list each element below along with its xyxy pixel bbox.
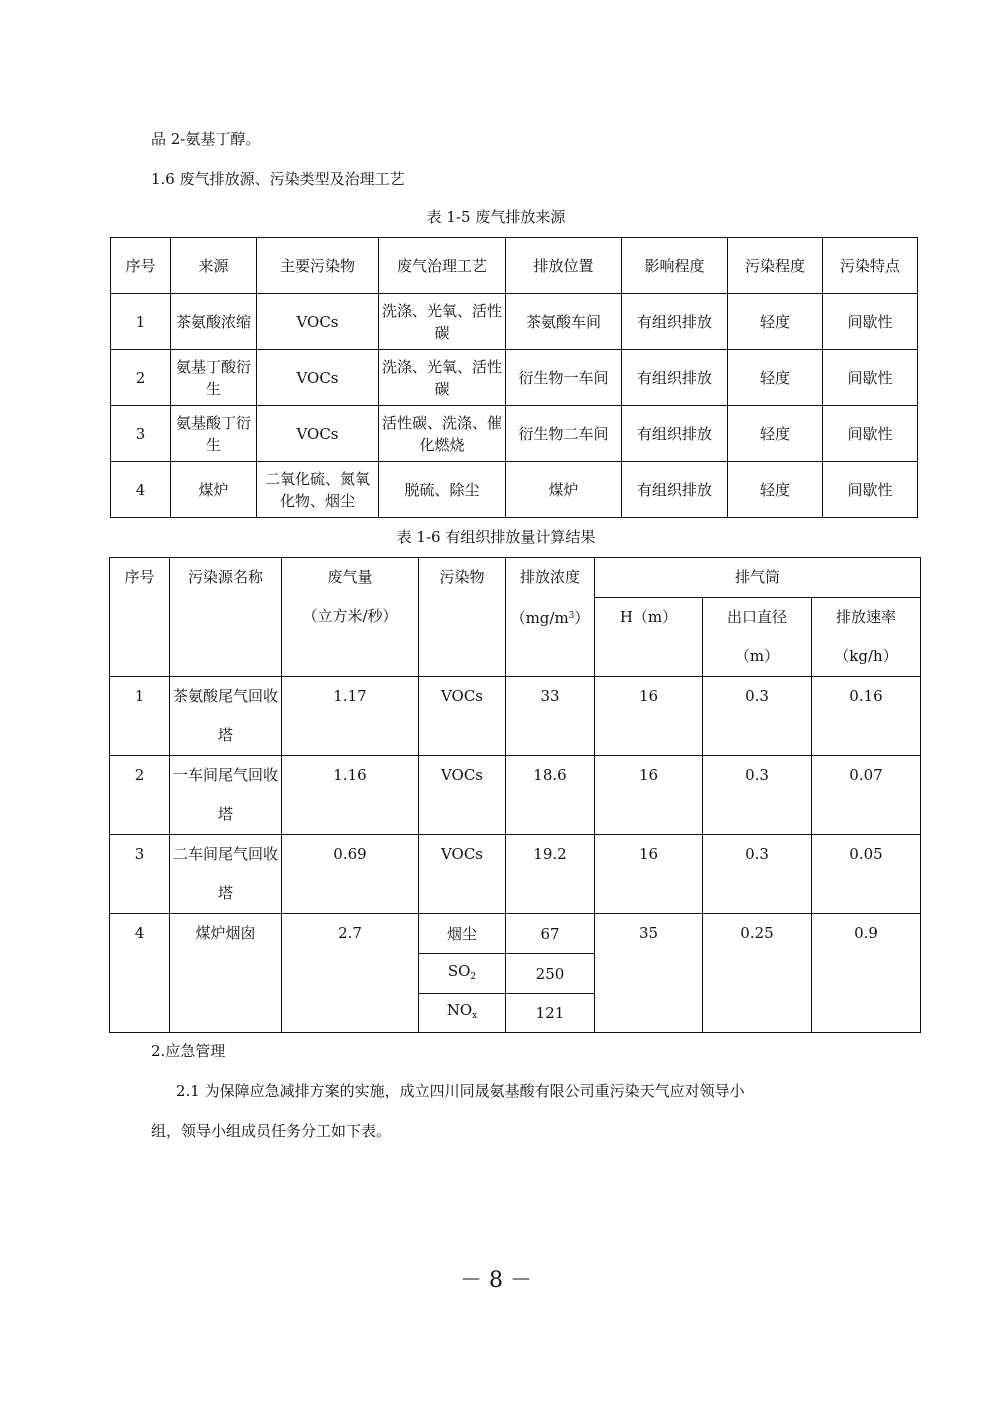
cell-feature: 间歇性	[823, 350, 918, 406]
header-diam-unit: （m）	[734, 647, 780, 665]
table-row	[110, 756, 921, 835]
table-header-row	[111, 238, 918, 294]
so2-main: SO	[447, 961, 471, 980]
cell-height: 16	[595, 756, 703, 835]
cell-seq: 3	[111, 406, 171, 462]
cell-conc: 121	[506, 994, 595, 1033]
cell-process: 洗涤、光氧、活性碳	[379, 294, 506, 350]
cell-seq: 2	[110, 756, 170, 835]
cell-degree: 轻度	[728, 406, 823, 462]
cell-impact: 有组织排放	[622, 294, 728, 350]
header-cell: 污染特点	[823, 238, 918, 294]
table-1-6-caption: 表 1-6 有组织排放量计算结果	[396, 528, 596, 546]
cell-source: 煤炉	[171, 462, 257, 518]
cell-pollutant: VOCs	[419, 835, 506, 914]
section-heading-1-6: 1.6 废气排放源、污染类型及治理工艺	[151, 170, 405, 188]
cell-pollutant: 二氧化硫、氮氧化物、烟尘	[257, 462, 379, 518]
cell-diameter: 0.3	[703, 756, 812, 835]
cell-height: 16	[595, 677, 703, 756]
paragraph-2-1-line1: 2.1 为保障应急减排方案的实施，成立四川同晟氨基酸有限公司重污染天气应对领导小	[176, 1082, 745, 1100]
header-gas-label: 废气量	[327, 568, 373, 586]
header-seq: 序号	[110, 558, 170, 677]
table-1-5-caption: 表 1-5 废气排放来源	[426, 208, 566, 226]
cell-conc: 18.6	[506, 756, 595, 835]
cell-height: 16	[595, 835, 703, 914]
cell-source-name: 煤炉烟囱	[170, 914, 282, 1033]
cell-process: 脱硫、除尘	[379, 462, 506, 518]
conc-unit-close: ）	[574, 609, 590, 627]
cell-conc: 19.2	[506, 835, 595, 914]
cell-degree: 轻度	[728, 350, 823, 406]
cell-pollutant: VOCs	[257, 294, 379, 350]
cell-feature: 间歇性	[823, 462, 918, 518]
header-diam-label: 出口直径	[726, 608, 787, 626]
paragraph-2-1-line2: 组，领导小组成员任务分工如下表。	[151, 1122, 392, 1140]
cell-diameter: 0.3	[703, 677, 812, 756]
so2-sub: 2	[470, 971, 477, 982]
cell-rate: 0.9	[812, 914, 921, 1033]
cell-rate: 0.05	[812, 835, 921, 914]
table-1-5	[110, 237, 918, 518]
header-pollutant: 污染物	[419, 558, 506, 677]
cell-seq: 1	[111, 294, 171, 350]
cell-degree: 轻度	[728, 294, 823, 350]
header-height: H（m）	[595, 598, 703, 677]
section-heading-2: 2.应急管理	[151, 1042, 226, 1060]
cell-gas: 0.69	[282, 835, 419, 914]
header-cell: 污染程度	[728, 238, 823, 294]
header-cell: 来源	[171, 238, 257, 294]
cell-process: 活性碳、洗涤、催化燃烧	[379, 406, 506, 462]
cell-conc: 33	[506, 677, 595, 756]
cell-diameter: 0.3	[703, 835, 812, 914]
cell-degree: 轻度	[728, 462, 823, 518]
cell-source-name: 二车间尾气回收塔	[170, 835, 282, 914]
cell-pollutant: VOCs	[419, 677, 506, 756]
cell-feature: 间歇性	[823, 406, 918, 462]
header-rate-label: 排放速率	[835, 608, 896, 626]
header-gas-volume	[282, 558, 419, 677]
cell-impact: 有组织排放	[622, 462, 728, 518]
cell-seq: 3	[110, 835, 170, 914]
conc-unit-text: （mg/m	[510, 609, 569, 627]
cell-pollutant-so2	[419, 954, 506, 994]
cell-location: 衍生物一车间	[506, 350, 622, 406]
header-source-name: 污染源名称	[170, 558, 282, 677]
cell-height: 35	[595, 914, 703, 1033]
cell-source-name: 一车间尾气回收塔	[170, 756, 282, 835]
cell-impact: 有组织排放	[622, 350, 728, 406]
cell-source: 氨基丁酸衍生	[171, 350, 257, 406]
cell-gas: 2.7	[282, 914, 419, 1033]
header-cell: 影响程度	[622, 238, 728, 294]
cell-pollutant: VOCs	[419, 756, 506, 835]
header-rate-unit: （kg/h）	[834, 647, 898, 665]
cell-gas: 1.17	[282, 677, 419, 756]
cell-conc: 67	[506, 914, 595, 954]
header-diameter	[703, 598, 812, 677]
page-number: － 8 －	[460, 1268, 532, 1293]
header-gas-unit: （立方米/秒）	[302, 607, 398, 625]
cell-feature: 间歇性	[823, 294, 918, 350]
header-rate	[812, 598, 921, 677]
header-conc-label: 排放浓度	[519, 568, 580, 586]
header-conc-unit	[511, 609, 590, 627]
header-cell: 序号	[111, 238, 171, 294]
intro-tail: 品 2-氨基丁醇。	[151, 130, 261, 148]
cell-impact: 有组织排放	[622, 406, 728, 462]
cell-rate: 0.16	[812, 677, 921, 756]
header-cell: 排放位置	[506, 238, 622, 294]
cell-process: 洗涤、光氧、活性碳	[379, 350, 506, 406]
cell-seq: 2	[111, 350, 171, 406]
cell-conc: 250	[506, 954, 595, 994]
table-1-6	[109, 557, 921, 1033]
cell-gas: 1.16	[282, 756, 419, 835]
table-row	[111, 462, 918, 518]
header-stack: 排气筒	[595, 558, 921, 598]
cell-source-name: 茶氨酸尾气回收塔	[170, 677, 282, 756]
cell-seq: 4	[110, 914, 170, 1033]
header-cell: 废气治理工艺	[379, 238, 506, 294]
table-header-row	[110, 558, 921, 598]
table-row	[110, 677, 921, 756]
table-row	[111, 294, 918, 350]
cell-pollutant-nox	[419, 994, 506, 1033]
cell-pollutant: 烟尘	[419, 914, 506, 954]
cell-seq: 1	[110, 677, 170, 756]
cell-location: 衍生物二车间	[506, 406, 622, 462]
cell-location: 茶氨酸车间	[506, 294, 622, 350]
nox-sub: x	[472, 1011, 478, 1021]
cell-pollutant: VOCs	[257, 350, 379, 406]
cell-diameter: 0.25	[703, 914, 812, 1033]
cell-source: 茶氨酸浓缩	[171, 294, 257, 350]
cell-seq: 4	[111, 462, 171, 518]
table-row	[110, 914, 921, 954]
cell-source: 氨基酸丁衍生	[171, 406, 257, 462]
conc-unit-sup: 3	[568, 611, 575, 621]
header-concentration	[506, 558, 595, 677]
table-row	[111, 406, 918, 462]
cell-rate: 0.07	[812, 756, 921, 835]
nox-main: NO	[446, 1001, 473, 1019]
table-row	[111, 350, 918, 406]
cell-location: 煤炉	[506, 462, 622, 518]
cell-pollutant: VOCs	[257, 406, 379, 462]
table-row	[110, 835, 921, 914]
header-cell: 主要污染物	[257, 238, 379, 294]
